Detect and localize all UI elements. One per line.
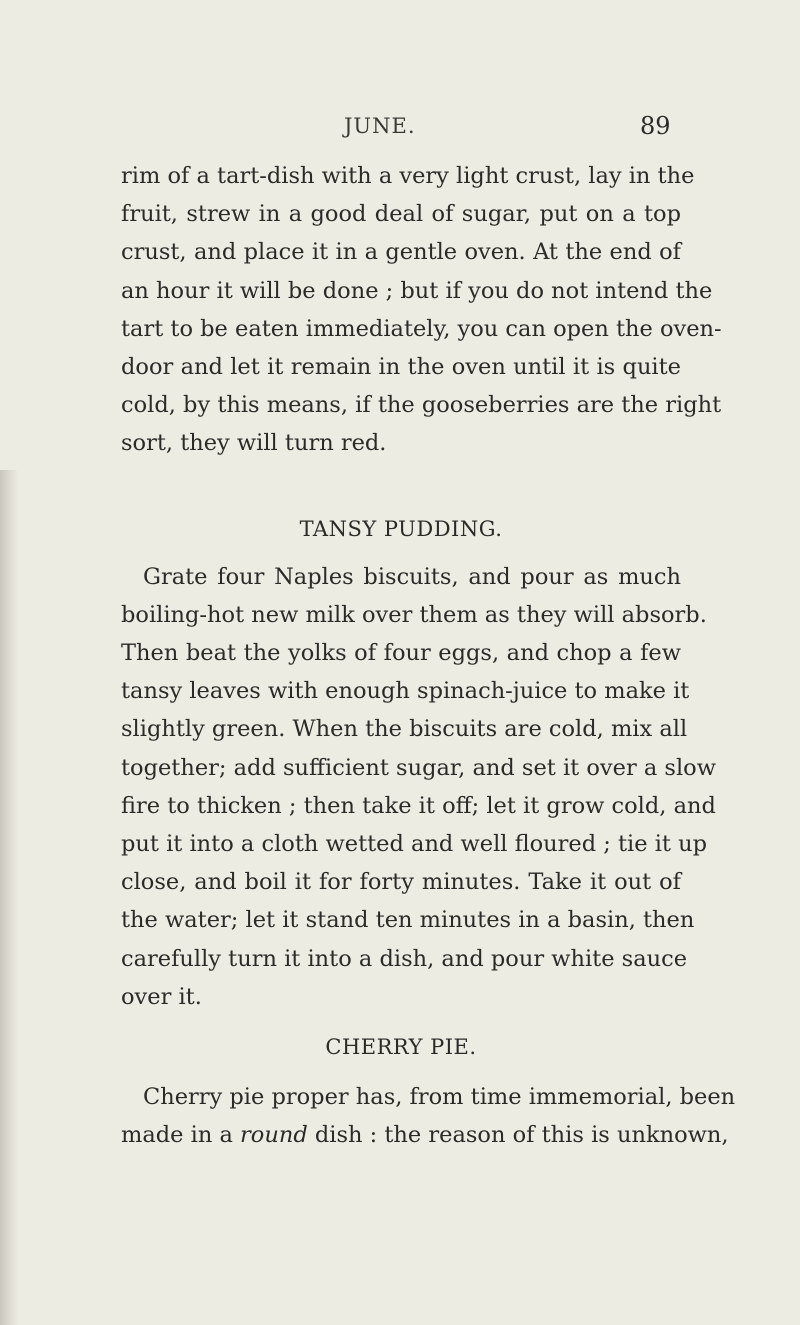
text-line: put it into a cloth wetted and well floured ; tie it up	[121, 831, 707, 857]
text-line: fire to thicken ; then take it off; let it grow cold, and	[121, 792, 716, 819]
text-line: Grate four Naples biscuits, and pour as much	[143, 563, 681, 590]
text-line: slightly green. When the biscuits are cold, mix all	[121, 716, 688, 743]
text-line: rim of a tart-dish with a very light crust, lay in the	[121, 163, 695, 189]
text-line	[121, 1116, 729, 1154]
text-line: fruit, strew in a good deal of sugar, put on a top	[121, 201, 681, 228]
text-line: cold, by this means, if the gooseberries are the right	[121, 392, 722, 419]
text-line: door and let it remain in the oven until it is quite	[121, 353, 681, 380]
text-line: sort, they will turn red.	[121, 430, 387, 457]
section-heading-tansy-pudding: TANSY PUDDING.	[299, 516, 503, 541]
text-line: boiling-hot new milk over them as they will absorb.	[121, 601, 707, 628]
paragraph-cherry-pie	[121, 1078, 736, 1154]
text-line: carefully turn it into a dish, and pour white sauce	[121, 945, 688, 972]
text-line: tart to be eaten immediately, you can open the oven-	[121, 315, 722, 342]
page-number: 89	[640, 112, 671, 140]
text-line: an hour it will be done ; but if you do not intend the	[121, 277, 713, 304]
text-line: Cherry pie proper has, from time immemorial, been	[143, 1084, 736, 1111]
text-line: over it.	[121, 983, 202, 1010]
page-header	[0, 114, 800, 144]
section-heading-cherry-pie: CHERRY PIE.	[325, 1034, 477, 1059]
text-line: close, and boil it for forty minutes. Take it out of	[121, 869, 681, 896]
text-line: Then beat the yolks of four eggs, and chop a few	[121, 640, 681, 667]
text-fragment: made in a	[121, 1122, 241, 1149]
italic-word: round	[240, 1122, 308, 1149]
text-line: crust, and place it in a gentle oven. At the end of	[121, 239, 681, 266]
running-head: JUNE.	[344, 114, 416, 138]
body-text	[121, 157, 736, 1155]
page-edge-shadow	[0, 470, 18, 1325]
text-fragment: dish : the reason of this is unknown,	[307, 1122, 729, 1149]
paragraph-gooseberry-tart-continued	[121, 157, 722, 463]
text-line: together; add sufficient sugar, and set it over a slow	[121, 754, 716, 781]
paragraph-tansy-pudding	[121, 558, 716, 1016]
text-line: the water; let it stand ten minutes in a basin, then	[121, 907, 695, 934]
text-line: tansy leaves with enough spinach-juice to make it	[121, 678, 690, 705]
